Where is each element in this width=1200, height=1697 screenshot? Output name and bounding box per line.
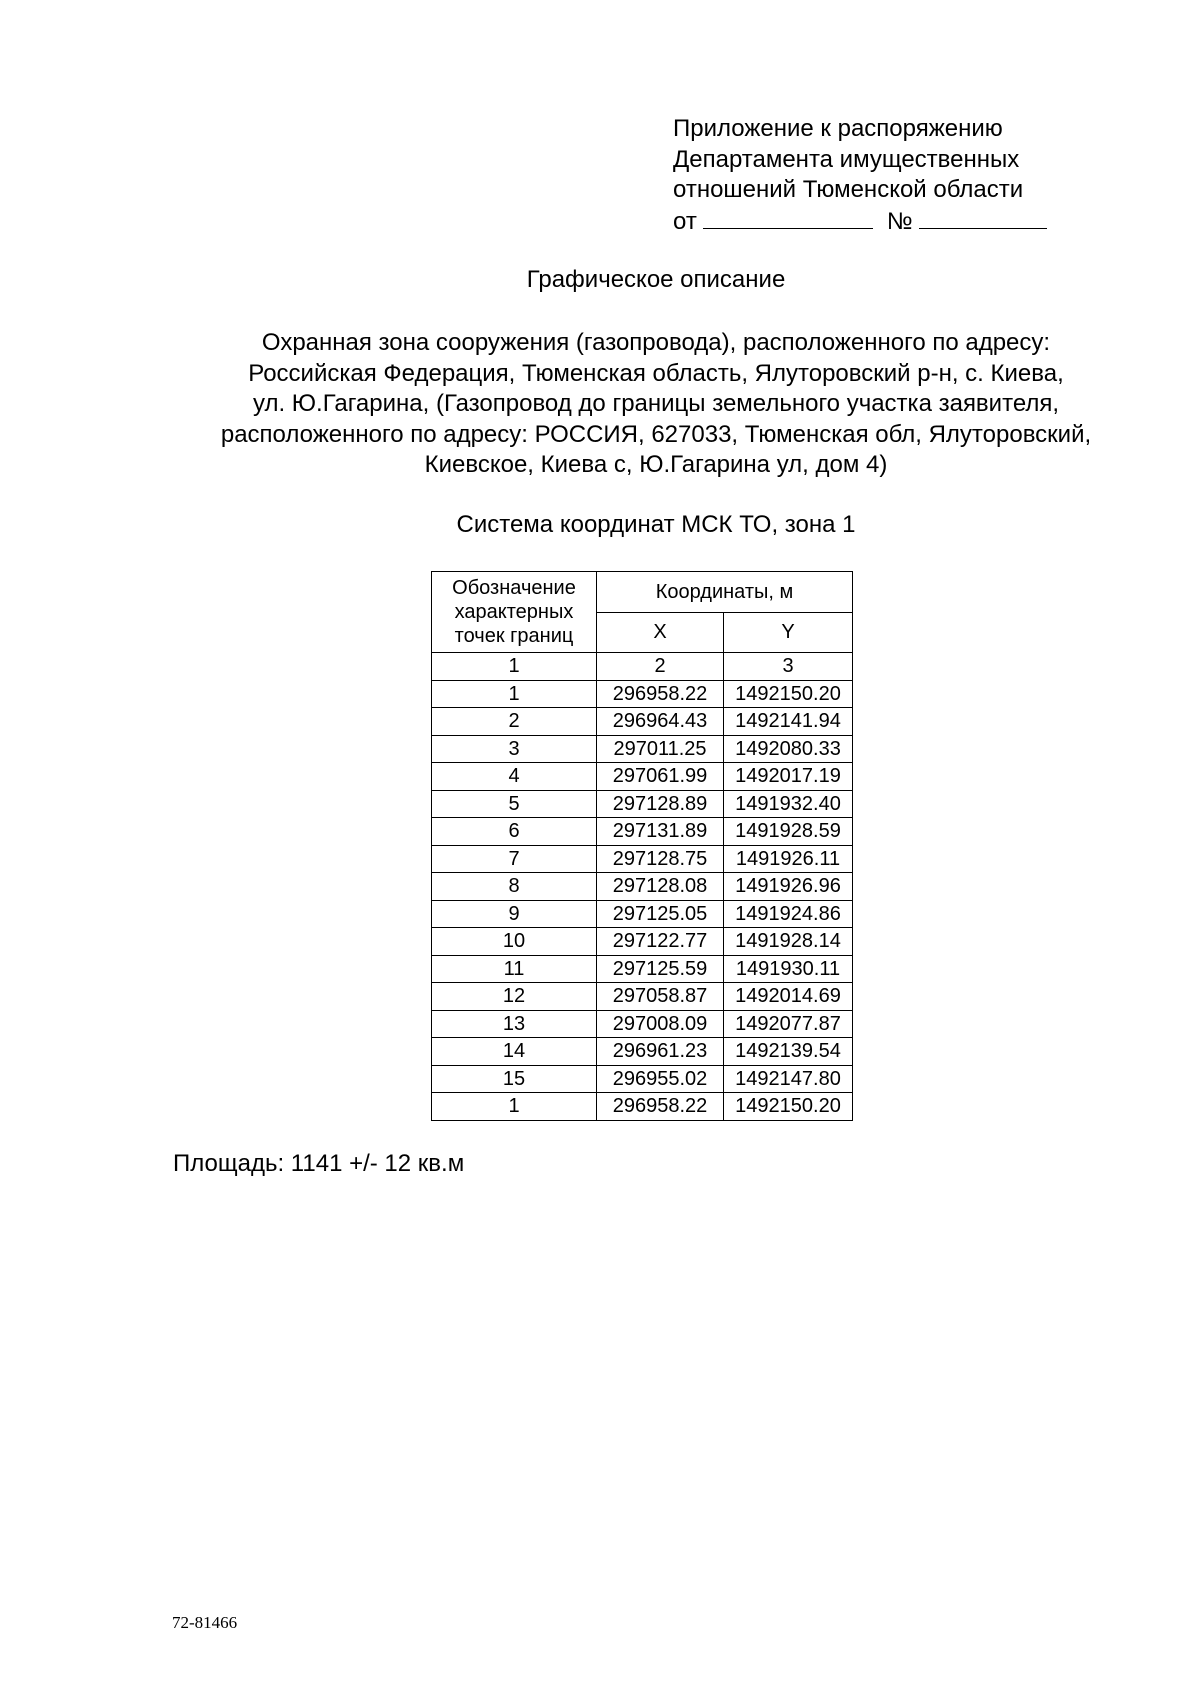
point-number-cell: 15 [432, 1065, 597, 1093]
point-number-cell: 6 [432, 818, 597, 846]
point-number-cell: 5 [432, 790, 597, 818]
document-title: Графическое описание [526, 266, 786, 293]
table-row [432, 1065, 853, 1093]
table-row [432, 708, 853, 736]
x-coordinate-cell: 296964.43 [597, 708, 724, 736]
date-blank [703, 206, 873, 229]
point-number-cell: 1 [432, 1093, 597, 1121]
y-coordinate-cell: 1492014.69 [724, 983, 853, 1011]
y-coordinate-cell: 1492017.19 [724, 763, 853, 791]
point-number-cell: 8 [432, 873, 597, 901]
description-line-5: Киевское, Киева с, Ю.Гагарина ул, дом 4) [424, 451, 888, 479]
column-number: 1 [432, 653, 597, 681]
x-coordinate-cell: 296958.22 [597, 1093, 724, 1121]
y-coordinate-cell: 1491930.11 [724, 955, 853, 983]
x-coordinate-cell: 297058.87 [597, 983, 724, 1011]
table-row [432, 1093, 853, 1121]
y-coordinate-cell: 1492150.20 [724, 680, 853, 708]
x-coordinate-cell: 297008.09 [597, 1010, 724, 1038]
column-number: 2 [597, 653, 724, 681]
y-coordinate-cell: 1492080.33 [724, 735, 853, 763]
x-coordinate-cell: 296955.02 [597, 1065, 724, 1093]
area-text: Площадь: 1141 +/- 12 кв.м [173, 1150, 465, 1177]
y-coordinate-cell: 1492147.80 [724, 1065, 853, 1093]
number-blank [919, 206, 1047, 229]
zone-description [150, 328, 1162, 481]
table-row [432, 1038, 853, 1066]
appendix-header [673, 114, 1047, 237]
point-number-cell: 3 [432, 735, 597, 763]
point-number-cell: 12 [432, 983, 597, 1011]
point-number-cell: 4 [432, 763, 597, 791]
appendix-line-2: Департамента имущественных [673, 145, 1020, 173]
table-row [432, 735, 853, 763]
x-coordinate-cell: 296961.23 [597, 1038, 724, 1066]
table-row [432, 955, 853, 983]
y-coordinate-cell: 1491932.40 [724, 790, 853, 818]
y-coordinate-cell: 1491926.11 [724, 845, 853, 873]
appendix-line-1: Приложение к распоряжению [673, 115, 1003, 142]
point-number-cell: 2 [432, 708, 597, 736]
point-number-cell: 13 [432, 1010, 597, 1038]
table-row [432, 845, 853, 873]
x-coordinate-cell: 297128.75 [597, 845, 724, 873]
point-number-cell: 7 [432, 845, 597, 873]
y-coordinate-cell: 1491928.14 [724, 928, 853, 956]
x-coordinate-cell: 297011.25 [597, 735, 724, 763]
coords-header: Координаты, м [597, 572, 853, 613]
footer-code: 72-81466 [172, 1613, 238, 1632]
y-header: Y [724, 612, 853, 653]
y-coordinate-cell: 1492150.20 [724, 1093, 853, 1121]
point-header: Обозначение характерных точек границ [432, 572, 597, 653]
table-row [432, 873, 853, 901]
column-number-row [432, 653, 853, 681]
coordinate-system: Система координат МСК ТО, зона 1 [456, 511, 856, 538]
coordinates-table [431, 571, 853, 1121]
x-coordinate-cell: 297125.05 [597, 900, 724, 928]
table-header-row [432, 572, 853, 613]
x-coordinate-cell: 296958.22 [597, 680, 724, 708]
table-row [432, 983, 853, 1011]
description-line-4: расположенного по адресу: РОССИЯ, 627033, Тюменская обл, Ялуторовский, [220, 420, 1092, 448]
y-coordinate-cell: 1492139.54 [724, 1038, 853, 1066]
x-coordinate-cell: 297125.59 [597, 955, 724, 983]
point-number-cell: 1 [432, 680, 597, 708]
table-row [432, 900, 853, 928]
point-number-cell: 11 [432, 955, 597, 983]
y-coordinate-cell: 1491926.96 [724, 873, 853, 901]
x-coordinate-cell: 297128.08 [597, 873, 724, 901]
table-row [432, 680, 853, 708]
x-coordinate-cell: 297131.89 [597, 818, 724, 846]
x-coordinate-cell: 297128.89 [597, 790, 724, 818]
y-coordinate-cell: 1491928.59 [724, 818, 853, 846]
appendix-line-3: отношений Тюменской области [673, 176, 1024, 203]
description-line-2: Российская Федерация, Тюменская область, Ялуторовский р-н, с. Киева, [248, 359, 1064, 387]
y-coordinate-cell: 1491924.86 [724, 900, 853, 928]
point-number-cell: 9 [432, 900, 597, 928]
date-prefix: от [673, 207, 697, 235]
x-coordinate-cell: 297122.77 [597, 928, 724, 956]
table-row [432, 790, 853, 818]
y-coordinate-cell: 1492141.94 [724, 708, 853, 736]
y-coordinate-cell: 1492077.87 [724, 1010, 853, 1038]
x-header: X [597, 612, 724, 653]
table-row [432, 763, 853, 791]
description-line-1: Охранная зона сооружения (газопровода), расположенного по адресу: [261, 329, 1051, 356]
table-row [432, 818, 853, 846]
description-line-3: ул. Ю.Гагарина, (Газопровод до границы земельного участка заявителя, [252, 390, 1060, 418]
point-number-cell: 10 [432, 928, 597, 956]
appendix-date-line [673, 206, 1047, 238]
column-number: 3 [724, 653, 853, 681]
point-number-cell: 14 [432, 1038, 597, 1066]
table-body [432, 680, 853, 1120]
table-row [432, 928, 853, 956]
number-sign: № [886, 207, 913, 235]
table-row [432, 1010, 853, 1038]
x-coordinate-cell: 297061.99 [597, 763, 724, 791]
